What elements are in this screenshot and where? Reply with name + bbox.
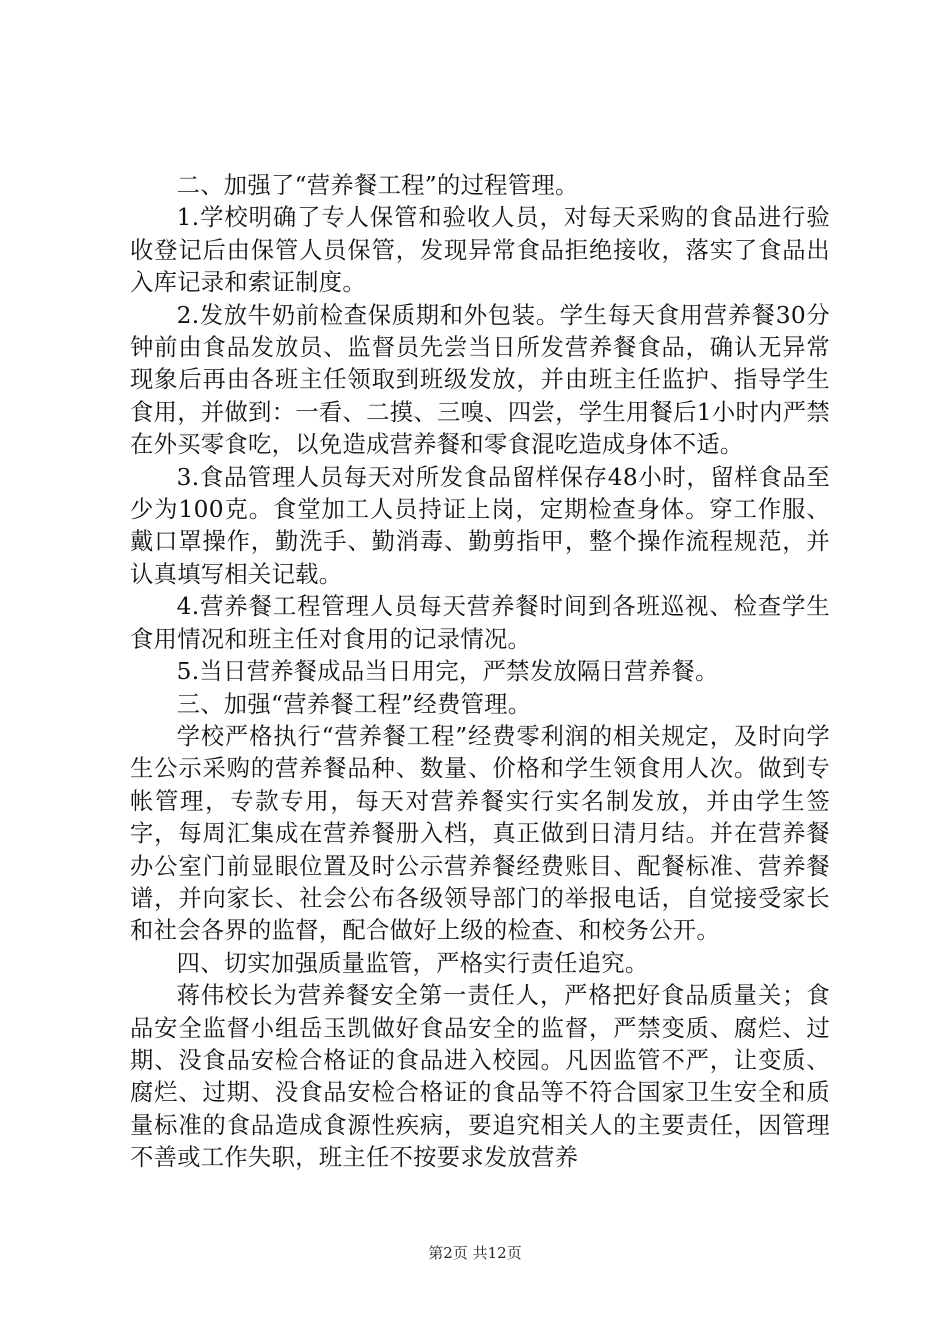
page-number-footer: 第2页 共12页: [428, 1244, 522, 1262]
paragraph-item-1: 1.学校明确了专人保管和验收人员，对每天采购的食品进行验收登记后由保管人员保管，发现异常食品拒绝接收，落实了食品出入库记录和索证制度。: [130, 204, 830, 297]
document-body: [130, 170, 830, 1175]
paragraph-item-2: 2.发放牛奶前检查保质期和外包装。学生每天食用营养餐30分钟前由食品发放员、监督员先尝当日所发营养餐食品，确认无异常现象后再由各班主任领取到班级发放，并由班主任监护、指导学生食用，并做到：一看、二摸、三嗅、四尝，学生用餐后1小时内严禁在外买零食吃，以免造成营养餐和零食混吃造成身体不适。: [130, 301, 830, 459]
section-heading-4: 四、切实加强质量监管，严格实行责任追究。: [176, 949, 649, 977]
paragraph-funding: 学校严格执行“营养餐工程”经费零利润的相关规定，及时向学生公示采购的营养餐品种、数量、价格和学生领食用人次。做到专帐管理，专款专用，每天对营养餐实行实名制发放，并由学生签字，每周汇集成在营养餐册入档，真正做到日清月结。并在营养餐办公室门前显眼位置及时公示营养餐经费账目、配餐标准、营养餐谱，并向家长、社会公布各级领导部门的举报电话，自觉接受家长和社会各界的监督，配合做好上级的检查、和校务公开。: [130, 722, 830, 945]
paragraph-item-5: 5.当日营养餐成品当日用完，严禁发放隔日营养餐。: [176, 658, 719, 686]
paragraph-item-3: 3.食品管理人员每天对所发食品留样保存48小时，留样食品至少为100克。食堂加工人员持证上岗，定期检查身体。穿工作服、戴口罩操作，勤洗手、勤消毒、勤剪指甲，整个操作流程规范，并认真填写相关记载。: [130, 463, 830, 588]
section-heading-2: 二、加强了“营养餐工程”的过程管理。: [176, 172, 579, 199]
paragraph-item-4: 4.营养餐工程管理人员每天营养餐时间到各班巡视、检查学生食用情况和班主任对食用的记录情况。: [130, 593, 830, 653]
paragraph-responsibility: 蒋伟校长为营养餐安全第一责任人，严格把好食品质量关；食品安全监督小组岳玉凯做好食品安全的监督，严禁变质、腐烂、过期、没食品安检合格证的食品进入校园。凡因监管不严，让变质、腐烂、过期、没食品安检合格证的食品等不符合国家卫生安全和质量标准的食品造成食源性疾病，要追究相关人的主要责任，因管理不善或工作失职，班主任不按要求发放营养: [130, 982, 830, 1172]
section-heading-3: 三、加强“营养餐工程”经费管理。: [176, 690, 532, 718]
